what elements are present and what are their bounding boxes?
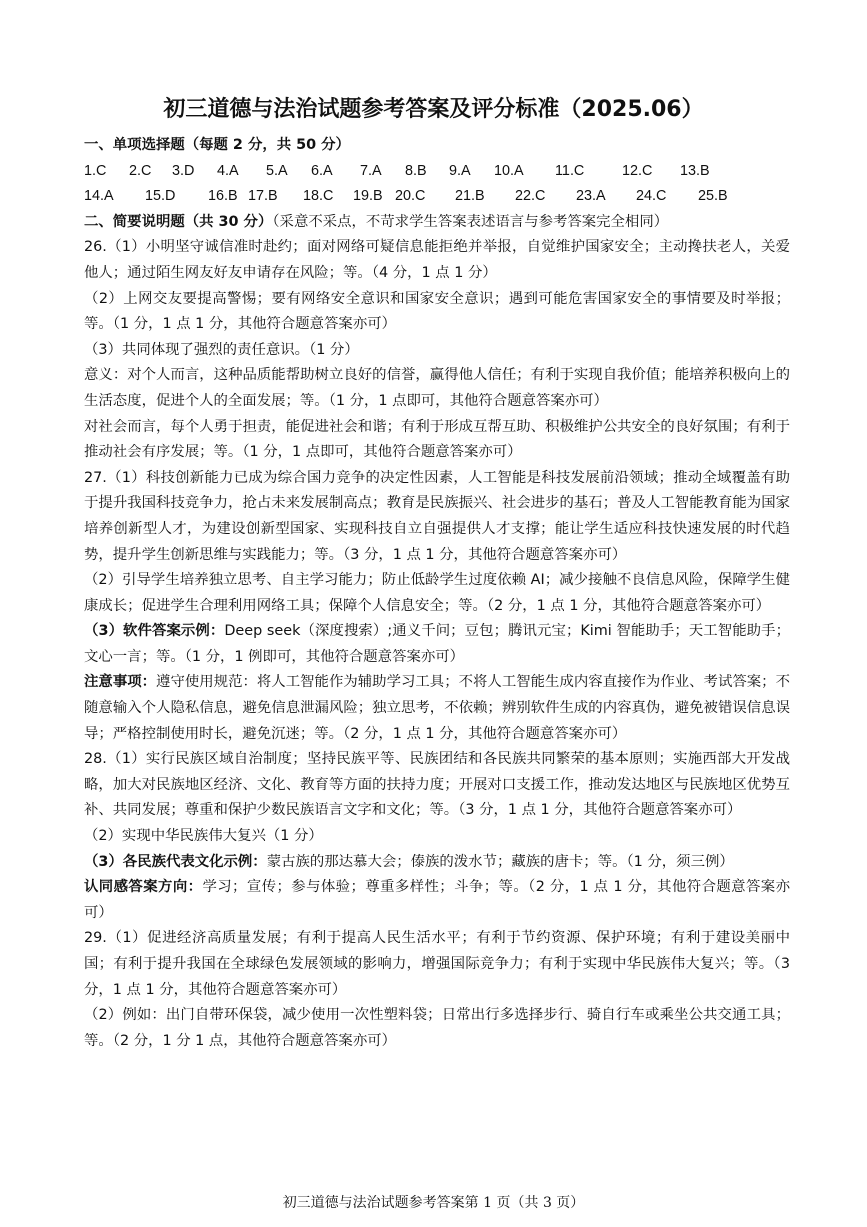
answer-item: 6.A	[311, 162, 333, 179]
answer-item: 18.C	[303, 188, 334, 205]
answer-item: 19.B	[353, 188, 383, 205]
q28-identity-label: 认同感答案方向：	[84, 879, 203, 896]
q29-part1: 29.（1）促进经济高质量发展；有利于提高人民生活水平；有利于节约资源、保护环境；有利于建设美丽中国；有利于提升我国在全球绿色发展领域的影响力，增强国际竞争力；有利于实现中华民族伟大复兴；等。（3 分，1 点 1 分，其他符合题意答案亦可）	[84, 930, 790, 998]
answer-item: 8.B	[405, 162, 427, 179]
q28-part2: （2）实现中华民族伟大复兴（1 分）	[84, 828, 323, 845]
q26-part1: 26.（1）小明坚守诚信准时赴约；面对网络可疑信息能拒绝并举报，自觉维护国家安全；主动搀扶老人，关爱他人；通过陌生网友好友申请存在风险；等。（4 分，1 点 1 分）	[84, 239, 790, 281]
answer-item: 23.A	[576, 188, 606, 205]
answer-item: 16.B	[208, 188, 238, 205]
answer-item: 25.B	[698, 188, 728, 205]
answer-item: 1.C	[84, 162, 107, 179]
q27-notes-label: 注意事项：	[84, 674, 157, 691]
q28-part1: 28.（1）实行民族区域自治制度；坚持民族平等、民族团结和各民族共同繁荣的基本原则；实施西部大开发战略，加大对民族地区经济、文化、教育等方面的扶持力度；开展对口支援工作，推动发达地区与民族地区优势互补、共同发展；尊重和保护少数民族语言文字和文化；等。（3 分，1 点 1 分，其他符合题意答案亦可）	[84, 751, 790, 819]
answer-item: 21.B	[455, 188, 485, 205]
q29-part2-label: （2）例如：	[84, 1007, 166, 1024]
section2-note: （采意不采点，不苛求学生答案表述语言与参考答案完全相同）	[272, 213, 669, 230]
q28-part3-label: （3）各民族代表文化示例：	[84, 853, 267, 870]
answer-item: 7.A	[360, 162, 382, 179]
answer-item: 20.C	[395, 188, 426, 205]
answer-item: 12.C	[622, 162, 653, 179]
document-title: 初三道德与法治试题参考答案及评分标准（2025.06）	[163, 97, 704, 122]
answer-item: 11.C	[555, 162, 585, 179]
q27-notes-text: 遵守使用规范：将人工智能作为辅助学习工具；不将人工智能生成内容直接作为作业、考试答案；不随意输入个人隐私信息，避免信息泄漏风险；独立思考，不依赖；辨别软件生成的内容真伪，避免被错误信息误导；严格控制使用时长，避免沉迷；等。（2 分，1 点 1 分，其他符合题意答案亦可）	[84, 674, 790, 742]
q27-part3-text: Deep seek（深度搜索）;通义千问；豆包；腾讯元宝；Kimi 智能助手；天工智能助手；文心一言；等。（1 分，1 例即可，其他符合题意答案亦可）	[84, 623, 791, 665]
answer-key	[84, 159, 790, 210]
q26-part3: （3）共同体现了强烈的责任意识。（1 分）	[84, 341, 359, 358]
answer-item: 10.A	[494, 162, 524, 179]
answer-item: 22.C	[515, 188, 546, 205]
answer-item: 24.C	[636, 188, 667, 205]
q26-significance-society: 对社会而言，每个人勇于担责，能促进社会和谐；有利于形成互帮互助、积极维护公共安全的良好氛围；有利于推动社会有序发展；等。（1 分，1 点即可，其他符合题意答案亦可）	[84, 418, 790, 461]
q28-part3	[84, 850, 790, 876]
q29-part2-text: 出门自带环保袋，减少使用一次性塑料袋；日常出行多选择步行、骑自行车或乘坐公共交通工具；等。（2 分，1 分 1 点，其他符合题意答案亦可）	[84, 1007, 790, 1049]
answer-item: 2.C	[129, 162, 152, 179]
q28-identity-text: 学习；宣传；参与体验；尊重多样性；斗争；等。（2 分，1 点 1 分，其他符合题意答案亦可）	[84, 879, 790, 921]
answer-item: 4.A	[217, 162, 239, 179]
section2-heading: 二、简要说明题（共 30 分）	[84, 213, 273, 230]
document-body	[84, 133, 790, 1054]
q26-significance-individual: 意义：对个人而言，这种品质能帮助树立良好的信誉，赢得他人信任；有利于实现自我价值；能培养积极向上的生活态度，促进个人的全面发展；等。（1 分，1 点即可，其他符合题意答案亦可）	[84, 367, 790, 409]
q27-notes	[84, 670, 790, 747]
q29-part2	[84, 1003, 790, 1054]
answer-item: 13.B	[680, 162, 710, 179]
page-footer: 初三道德与法治试题参考答案第 1 页（共 3 页）	[282, 1195, 585, 1211]
answer-item: 15.D	[145, 188, 176, 205]
q28-part3-text: 蒙古族的那达慕大会；傣族的泼水节；藏族的唐卡；等。（1 分，须三例）	[266, 853, 734, 870]
q27-part2: （2）引导学生培养独立思考、自主学习能力；防止低龄学生过度依赖 AI；减少接触不良信息风险，保障学生健康成长；促进学生合理利用网络工具；保障个人信息安全；等。（2 分，1 点 1 分，其他符合题意答案亦可）	[84, 572, 790, 614]
answer-item: 9.A	[449, 162, 471, 179]
q27-part3-label: （3）软件答案示例：	[84, 623, 225, 640]
answer-item: 17.B	[248, 188, 278, 205]
section2-heading-line	[84, 210, 790, 236]
answer-item: 14.A	[84, 188, 114, 205]
section1-heading: 一、单项选择题（每题 2 分，共 50 分）	[84, 137, 350, 153]
q26-part2: （2）上网交友要提高警惕；要有网络安全意识和国家安全意识；遇到可能危害国家安全的事情要及时举报；等。（1 分，1 点 1 分，其他符合题意答案亦可）	[84, 290, 790, 333]
q27-part3	[84, 619, 790, 670]
answer-item: 3.D	[172, 162, 195, 179]
q27-part1: 27.（1）科技创新能力已成为综合国力竞争的决定性因素，人工智能是科技发展前沿领域；推动全域覆盖有助于提升我国科技竞争力，抢占未来发展制高点；教育是民族振兴、社会进步的基石；普及人工智能教育能为国家培养创新型人才，为建设创新型国家、实现科技自立自强提供人才支撑；能让学生适应科技快速发展的时代趋势，提升学生创新思维与实践能力；等。（3 分，1 点 1 分，其他符合题意答案亦可）	[84, 469, 790, 563]
q28-identity	[84, 875, 790, 926]
answer-item: 5.A	[266, 162, 288, 179]
